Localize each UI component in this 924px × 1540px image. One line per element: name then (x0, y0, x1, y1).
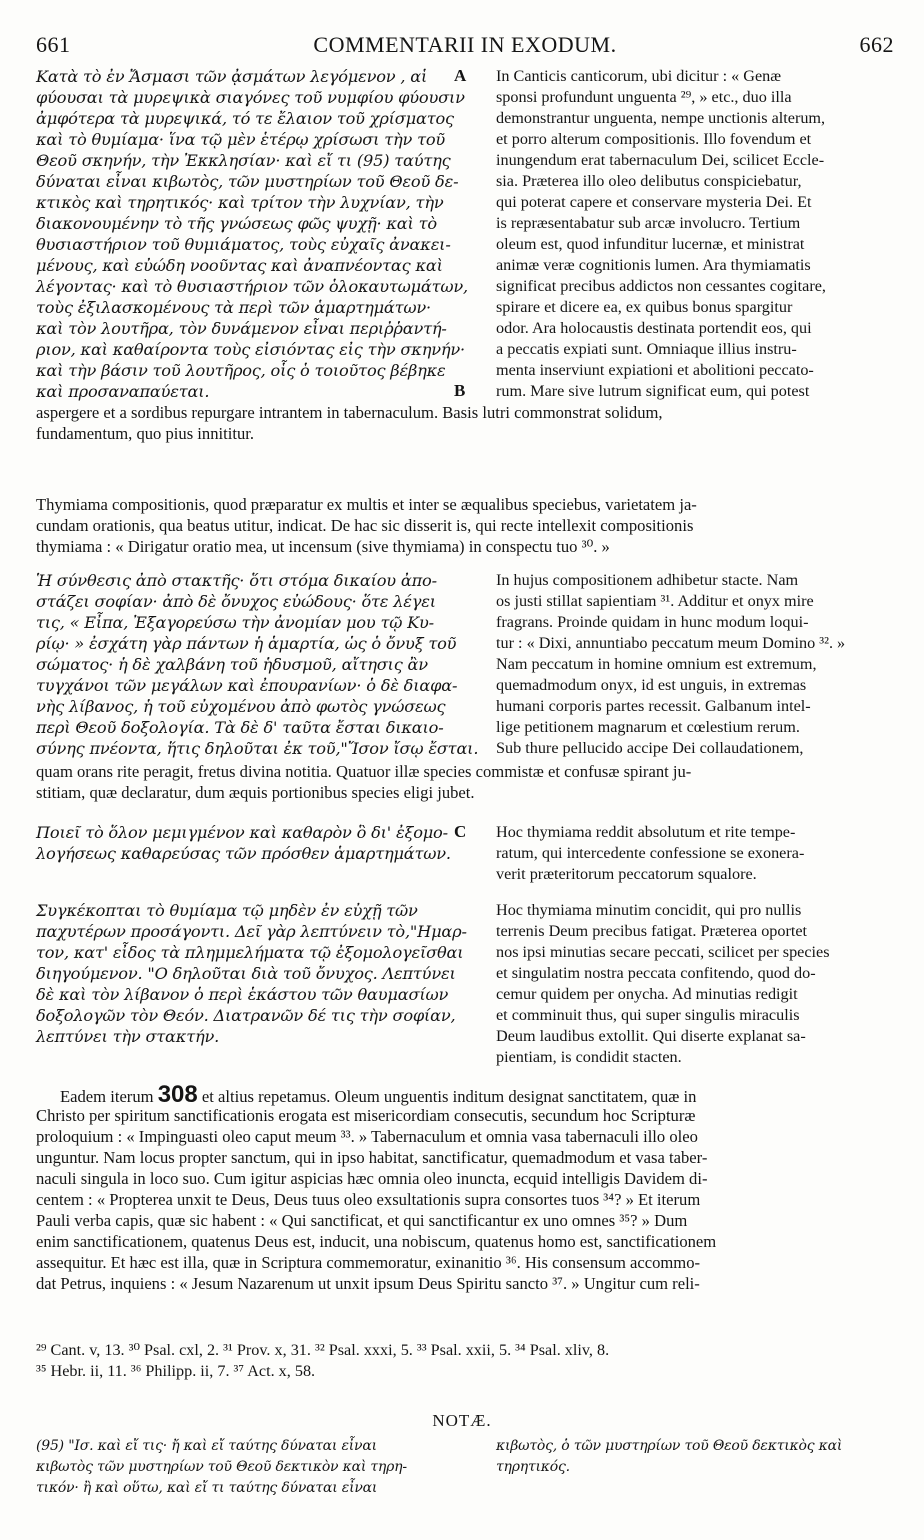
text-line: διηγούμενον. "Ο δηλοῦται διὰ τοῦ ὄνυχος. Λεπτύνει (36, 964, 456, 983)
text-line: significat precibus addictos non cessantes cogitare, (496, 277, 826, 295)
text-line: θυσιαστήριον τοῦ θυμιάματος, τοὺς εὐχαῖς ἀνακει- (36, 235, 451, 254)
column-number: 308 (157, 1081, 198, 1108)
text-line: odor. Ara holocaustis destinata portendit eos, qui (496, 319, 812, 337)
margin-marker-b: B (454, 381, 466, 400)
text-line: menta inserviunt expiationi et abolitioni peccato- (496, 361, 814, 379)
text-line: Nam peccatum in homine omnium est extremum, (496, 655, 817, 673)
text-line: et singulatim nostra peccata confitendo, quod do- (496, 964, 816, 982)
text-line: κτικὸς καὶ τηρητικός· καὶ τρίτον τὴν λυχνίαν, τὴν (36, 193, 444, 212)
text-line: λογήσεως καθαρεύσας τῶν πρόσθεν ἁμαρτημάτων. (36, 844, 451, 863)
full-width-text-6 (36, 1081, 894, 1294)
text-run: et altius repetamus. Oleum unguentis inditum designat sanctitatem, quæ in (197, 1087, 697, 1106)
text-line: Συγκέκοπται τὸ θυμίαμα τῷ μηδὲν ἐν εὐχῇ τῶν (36, 901, 418, 920)
text-line: os justi stillat sapientiam ³¹. Additur et onyx mire (496, 592, 814, 610)
text-line: cemur quidem per onycha. Ad minutias redigit (496, 985, 798, 1003)
text-line: φύουσαι τὰ μυρεψικὰ σιαγόνες τοῦ νυμφίου φύουσιν (36, 88, 465, 107)
text-line: νὴς λίβανος, ἡ τοῦ εὐχομένου ἀπὸ φωτὸς γνώσεως (36, 697, 446, 716)
text-line: καὶ τὸν λουτῆρα, τὸν δυνάμενον εἶναι περιῤῥαντή- (36, 319, 447, 338)
latin-column (496, 570, 924, 759)
text-line: τυγχάνοι τῶν μεγάλων καὶ ἐπουρανίων· ὁ δὲ διαφα- (36, 676, 458, 695)
text-line: σώματος· ἡ δὲ χαλβάνη τοῦ ἡδυσμοῦ, αἴτησις ἂν (36, 655, 428, 674)
text-line (36, 1081, 894, 1108)
text-line: τικόν· ἢ καὶ οὕτω, καὶ εἴ τι ταύτης δύναται εἶναι (36, 1480, 378, 1496)
text-line: verit præteritorum peccatorum squalore. (496, 865, 757, 883)
text-line: qui poterat capere et conservare mysteria Dei. Et (496, 193, 812, 211)
text-line: proloquium : « Impinguasti oleo caput meum ³³. » Tabernaculum et omnia vasa tabernaculi illo oleo (36, 1127, 698, 1146)
text-line: Θεοῦ σκηνήν, τὴν Ἐκκλησίαν· καὶ εἴ τι (95) ταύτης (36, 151, 451, 170)
text-line: a peccatis expiati sunt. Omniaque illius instru- (496, 340, 797, 358)
text-line: δύναται εἶναι κιβωτὸς, τῶν μυστηρίων τοῦ Θεοῦ δε- (36, 172, 459, 191)
text-line: animæ veræ cognitionis lumen. Ara thymiamatis (496, 256, 811, 274)
text-line: τοὺς ἐξιλασκομένους τὰ περὶ τῶν ἁμαρτημάτων· (36, 298, 432, 317)
text-line: thymiama : « Dirigatur oratio mea, ut incensum (sive thymiama) in conspectu tuo ³⁰. » (36, 537, 610, 556)
greek-column (36, 570, 479, 759)
text-line: et porro alterum compositionis. Illo fovendum et (496, 130, 812, 148)
text-line: cundam orationis, qua beatus utitur, indicat. De hac sic disserit is, qui recte intellexit compositionis (36, 516, 694, 535)
text-line: inungendum erat tabernaculum Dei, scilicet Eccle- (496, 151, 825, 169)
text-line: centem : « Propterea unxit te Deus, Deus tuus oleo exsultationis supra consortes tuos ³⁴? » Et iterum (36, 1190, 701, 1209)
text-line: is repræsentabatur sub arcæ involucro. Tertium (496, 214, 801, 232)
text-line: τον, κατ' εἶδος τὰ πλημμελήματα τῷ ἐξομολογεῖσθαι (36, 943, 464, 962)
text-line: enim sanctificationem, quatenus Deus est, inducit, una nobiscum, quatenus homo est, sanctificationem (36, 1232, 717, 1251)
margin-marker-c: C (454, 822, 467, 841)
page-number-left: 661 (36, 32, 71, 57)
note-left-column (36, 1436, 464, 1499)
text-line: oleum est, quod infunditur lucernæ, et ministrat (496, 235, 805, 253)
text-line: tur : « Dixi, annuntiabo peccatum meum Domino ³². » (496, 634, 846, 652)
text-line: Ποιεῖ τὸ ὅλον μεμιγμένον καὶ καθαρὸν ὃ δι' ἐξομο- (36, 823, 448, 842)
text-line: ρίῳ· » ἐσχάτη γὰρ πάντων ἡ ἁμαρτία, ὡς ὁ ὄνυξ τοῦ (36, 634, 457, 653)
text-line: ratum, qui intercedente confessione se exonera- (496, 844, 805, 862)
text-line: stitiam, quæ declaratur, dum æquis portionibus species eligi jubet. (36, 783, 475, 802)
text-line: lige petitionem magnarum et cœlestium rerum. (496, 718, 800, 736)
text-line: unguntur. Nam locus propter sanctum, qui in ipso habitat, sanctificatur, quemadmodum et vasa taber- (36, 1148, 708, 1167)
text-line: spirare et dicere ea, ex quibus bonus spargitur (496, 298, 793, 316)
text-run: Eadem iterum (60, 1087, 158, 1106)
text-line: (95) "Ισ. καὶ εἴ τις· ἤ καὶ εἴ ταύτης δύναται εἶναι (36, 1438, 377, 1454)
full-width-text-3 (36, 761, 894, 803)
text-line: ἀμφότερα τὰ μυρεψικά, τό τε ἔλαιον τοῦ χρίσματος (36, 109, 454, 128)
text-line: dat Petrus, inquiens : « Jesum Nazarenum ut unxit ipsum Deus Spiritu sancto ³⁷. » Ungitur cum reli- (36, 1274, 700, 1293)
text-line: Hoc thymiama reddit absolutum et rite tempe- (496, 823, 796, 841)
text-line: In hujus compositionem adhibetur stacte. Nam (496, 571, 799, 589)
text-line: καὶ τὸ θυμίαμα· ἵνα τῷ μὲν ἑτέρῳ χρίσωσι τὴν τοῦ (36, 130, 446, 149)
text-line: sponsi profundunt unguenta ²⁹, » etc., duo illa (496, 88, 792, 106)
footnotes (36, 1340, 894, 1382)
text-line: καὶ τὴν βάσιν τοῦ λουτῆρος, οἷς ὁ τοιοῦτος βέβηκε (36, 361, 446, 380)
text-line: δὲ καὶ τὸν λίβανον ὁ περὶ ἑκάστου τῶν θαυμασίων (36, 985, 449, 1004)
text-line: fundamentum, quo pius innititur. (36, 424, 255, 443)
latin-column (496, 822, 924, 885)
text-line: σύνης πνέοντα, ἥτις δηλοῦται ἐκ τοῦ,"Ἴσον ἴσῳ ἔσται. (36, 739, 479, 758)
text-line: Hoc thymiama minutim concidit, qui pro nullis (496, 901, 802, 919)
text-line: Ἡ σύνθεσις ἀπὸ στακτῆς· ὅτι στόμα δικαίου ἀπο- (36, 571, 437, 590)
full-width-text-1 (36, 402, 894, 444)
text-line: κιβωτὸς, ὁ τῶν μυστηρίων τοῦ Θεοῦ δεκτικὸς καὶ (496, 1438, 843, 1454)
text-line: ³⁵ Hebr. ii, 11. ³⁶ Philipp. ii, 7. ³⁷ Act. x, 58. (36, 1362, 316, 1380)
greek-column (36, 822, 467, 864)
text-line: assequitur. Et hæc est illa, quæ in Scriptura commemoratur, exinanitio ³⁶. His consensum accommo- (36, 1253, 701, 1272)
text-line: Sub thure pellucido accipe Dei collaudationem, (496, 739, 804, 757)
continued-text (36, 1105, 894, 1294)
text-line: sia. Præterea illo oleo delibutus conspiciebatur, (496, 172, 802, 190)
text-line: στάζει σοφίαν· ἀπὸ δὲ ὄνυχος εὐώδους· ὅτε λέγει (36, 592, 436, 611)
page-header (36, 32, 894, 60)
text-line: καὶ προσαναπαύεται. (36, 382, 210, 401)
text-line: quemadmodum onyx, id est unguis, in extremas (496, 676, 807, 694)
greek-column (36, 66, 468, 402)
greek-column (36, 900, 467, 1047)
latin-column (496, 66, 924, 402)
text-line: naculi singula in loco suo. Cum igitur aspicias hæc omnia oleo inuncta, ecquid intelligis Davidem di- (36, 1169, 708, 1188)
text-line: τις, « Εἶπα, Ἐξαγορεύσω τὴν ἀνομίαν μου τῷ Κυ- (36, 613, 434, 632)
text-line: Christo per spiritum sanctificationis erogata est misericordiam consecutis, secundum hoc Scripturæ (36, 1106, 696, 1125)
text-line: λεπτύνει τὴν στακτήν. (36, 1027, 220, 1046)
text-line: μένους, καὶ εὐώδη νοοῦντας καὶ ἀναπνέοντας καὶ (36, 256, 443, 275)
text-line: Deum laudibus extollit. Qui diserte explanat sa- (496, 1027, 806, 1045)
text-line: quam orans rite peragit, fretus divina notitia. Quatuor illæ species commistæ et confusæ spirant ju- (36, 762, 692, 781)
text-line: rum. Mare sive lutrum significat eum, qui potest (496, 382, 810, 400)
text-line: παχυτέρων προσάγοντι. Δεῖ γὰρ λεπτύνειν τὸ,"Ημαρ- (36, 922, 467, 941)
text-line: τηρητικός. (496, 1459, 570, 1475)
text-line: terrenis Deum precibus fatigat. Præterea oportet (496, 922, 808, 940)
text-line: demonstrantur unguenta, nempe unctionis alterum, (496, 109, 826, 127)
text-line: περὶ Θεοῦ δοξολογία. Τὰ δὲ δ' ταῦτα ἔσται δικαιο- (36, 718, 444, 737)
text-line: Κατὰ τὸ ἐν Ἄσμασι τῶν ᾀσμάτων λεγόμενον , αἱ (36, 67, 428, 86)
text-line: nos ipsi minutias secare peccati, scilicet per species (496, 943, 830, 961)
running-title: COMMENTARII IN EXODUM. (313, 32, 617, 57)
text-line: et comminuit thus, qui super singulis miraculis (496, 1006, 800, 1024)
text-line: ²⁹ Cant. v, 13. ³⁰ Psal. cxl, 2. ³¹ Prov. x, 31. ³² Psal. xxxi, 5. ³³ Psal. xxii, 5. ³⁴ Psal. xliv, 8. (36, 1341, 610, 1359)
text-line: Pauli verba capis, quæ sic habent : « Qui sanctificat, et qui sanctificantur ex uno omnes ³⁵? » Dum (36, 1211, 688, 1230)
text-line: κιβωτὸς τῶν μυστηρίων τοῦ Θεοῦ δεκτικὸν καὶ τηρη- (36, 1459, 407, 1475)
page-number-right: 662 (859, 32, 894, 57)
latin-column (496, 900, 924, 1068)
text-line: aspergere et a sordibus repurgare intrantem in tabernaculum. Basis lutri commonstrat solidum, (36, 403, 663, 422)
notes-heading: NOTÆ. (432, 1411, 492, 1430)
text-line: Thymiama compositionis, quod præparatur ex multis et inter se æqualibus speciebus, varietatem ja- (36, 495, 697, 514)
text-line: humani corporis partes recessit. Galbanum intel- (496, 697, 811, 715)
note-right-column (496, 1436, 924, 1478)
text-line: διακονουμένην τὸ τῆς γνώσεως φῶς ψυχῇ· καὶ τὸ (36, 214, 437, 233)
text-line: fragrans. Proinde quidam in hunc modum loqui- (496, 613, 809, 631)
text-line: δοξολογῶν τὸν Θεόν. Διατρανῶν δέ τις τὴν σοφίαν, (36, 1006, 456, 1025)
text-line: In Canticis canticorum, ubi dicitur : « Genæ (496, 67, 782, 85)
margin-marker-a: A (454, 66, 467, 85)
full-width-text-2 (36, 494, 894, 557)
text-line: pientiam, is condidit stacten. (496, 1048, 682, 1066)
text-line: ριον, καὶ καθαίροντα τοὺς εἰσιόντας εἰς τὴν σκηνήν· (36, 340, 465, 359)
text-line: λέγοντας· καὶ τὸ θυσιαστήριον τῶν ὁλοκαυτωμάτων, (36, 277, 468, 296)
